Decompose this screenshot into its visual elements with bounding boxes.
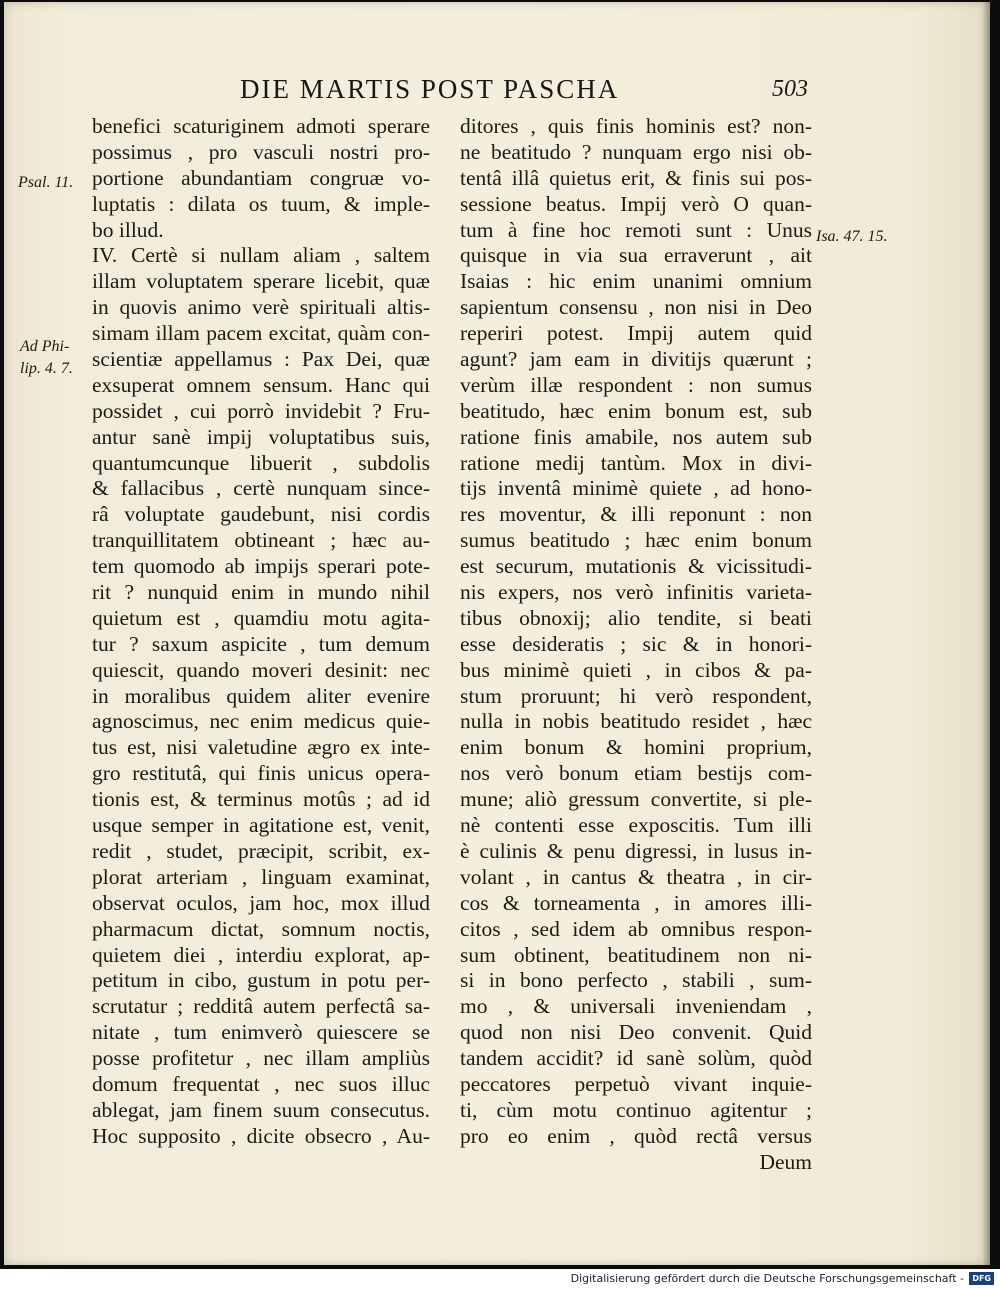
text-line: rit ? nunquid enim in mundo nihil [92, 580, 430, 605]
text-line: verùm illæ respondent : non sumus [460, 372, 812, 397]
text-line: quietum est , quamdiu motu agita- [92, 605, 430, 630]
margin-note-philippians-1: Ad Phi- [20, 338, 70, 355]
text-line: agnoscimus, nec enim medicus quie- [92, 709, 430, 734]
text-line: gro restitutâ, qui finis unicus opera- [92, 761, 430, 786]
text-line: agunt? jam eam in divitijs quærunt ; [460, 347, 812, 372]
running-header: DIE MARTIS POST PASCHA [240, 74, 620, 104]
text-line: IV. Certè si nullam aliam , saltem [92, 243, 430, 268]
text-line: luptatis : dilata os tuum, & imple- [92, 191, 430, 216]
page-edge-shadow [982, 2, 990, 1265]
text-line: nis expers, nos verò infinitis varieta- [460, 580, 812, 605]
text-line: ratione medij tantùm. Mox in divi- [460, 450, 812, 475]
text-line: ditores , quis finis hominis est? non- [460, 114, 812, 138]
text-line: tentâ illâ quietus erit, & finis sui pos- [460, 165, 812, 190]
text-line: posse profitetur , nec illam ampliùs [92, 1046, 430, 1071]
text-line: quod non nisi Deo convenit. Quid [460, 1020, 812, 1045]
text-line: ti, cùm motu continuo agitentur ; [460, 1097, 812, 1122]
text-line: illam voluptatem sperare licebit, quæ [92, 269, 430, 294]
margin-note-philippians-2: lip. 4. 7. [20, 360, 73, 377]
text-line: tandem accidit? id sanè solùm, quòd [460, 1046, 812, 1071]
text-line: in moralibus quidem aliter evenire [92, 683, 430, 708]
text-line: scientiæ appellamus : Pax Dei, quæ [92, 347, 430, 372]
text-column-left [92, 114, 430, 1150]
text-line: tibus obnoxij; alio tendite, si beati [460, 605, 812, 630]
text-line: portione abundantiam congruæ vo- [92, 165, 430, 190]
text-line: pharmacum dictat, somnum noctis, [92, 916, 430, 941]
text-line: nos verò bonum etiam bestijs com- [460, 761, 812, 786]
text-line: sessione beatus. Impij verò O quan- [460, 191, 812, 216]
text-line: res moventur, & illi reponunt : non [460, 502, 812, 527]
text-line: quietem diei , interdiu explorat, ap- [92, 942, 430, 967]
text-line: sapientum consensu , non nisi in Deo [460, 295, 812, 320]
text-line: mo , & universali inveniendam , [460, 994, 812, 1019]
text-line: sum obtinent, beatitudinem non ni- [460, 942, 812, 967]
text-line: & fallacibus , certè nunquam since- [92, 476, 430, 501]
text-line: simam illam pacem excitat, quàm con- [92, 321, 430, 346]
text-line: volant , in cantus & theatra , in cir- [460, 864, 812, 889]
text-line: possimus , pro vasculi nostri pro- [92, 139, 430, 164]
text-line: tijs inventâ minimè quiete , ad hono- [460, 476, 812, 501]
digitization-footer [0, 1269, 1000, 1289]
text-line: tum à fine hoc remoti sunt : Unus [460, 217, 812, 242]
dfg-logo: DFG [969, 1272, 994, 1285]
text-line: citos , sed idem ab omnibus respon- [460, 916, 812, 941]
text-line: quiescit, quando moveri desinit: nec [92, 657, 430, 682]
text-line: pro eo enim , quòd rectâ versus [460, 1123, 812, 1148]
text-line: reperiri potest. Impij autem quid [460, 321, 812, 346]
text-line: quisque in via sua erraverunt , ait [460, 243, 812, 268]
text-line: stum proruunt; hi verò respondent, [460, 683, 812, 708]
text-line: râ voluptate gaudebunt, nisi cordis [92, 502, 430, 527]
text-line: plorat arteriam , linguam examinat, [92, 864, 430, 889]
margin-note-psalm: Psal. 11. [18, 174, 74, 191]
text-line: tur ? saxum aspicite , tum demum [92, 631, 430, 656]
text-line: benefici scaturiginem admoti sperare [92, 114, 430, 138]
text-line: exsuperat omnem sensum. Hanc qui [92, 372, 430, 397]
text-line: usque semper in agitatione est, venit, [92, 813, 430, 838]
text-line: petitum in cibo, gustum in potu per- [92, 968, 430, 993]
text-line: tem quomodo ab impijs sperari pote- [92, 554, 430, 579]
text-line: Deum [759, 1149, 812, 1174]
funding-notice: Digitalisierung gefördert durch die Deutsche Forschungsgemeinschaft - [570, 1272, 964, 1285]
text-line: tus est, nisi valetudine ægro ex inte- [92, 735, 430, 760]
text-line: tranquillitatem obtineant ; hæc au- [92, 528, 430, 553]
text-line: si in bono perfecto , stabili , sum- [460, 968, 812, 993]
text-line: Isaias : hic enim unanimi omnium [460, 269, 812, 294]
text-line: nitate , tum enimverò quiescere se [92, 1020, 430, 1045]
text-line: sumus beatitudo ; hæc enim bonum [460, 528, 812, 553]
text-line: enim bonum & homini proprium, [460, 735, 812, 760]
text-line: scrutatur ; redditâ autem perfectâ sa- [92, 994, 430, 1019]
text-line: Hoc supposito , dicite obsecro , Au- [92, 1123, 430, 1148]
text-line: nulla in nobis beatitudo residet , hæc [460, 709, 812, 734]
text-line: observat oculos, jam hoc, mox illud [92, 890, 430, 915]
text-line: ratione finis amabile, nos autem sub [460, 424, 812, 449]
text-line: redit , studet, præcipit, scribit, ex- [92, 838, 430, 863]
text-line: antur sanè impij voluptatibus suis, [92, 424, 430, 449]
text-line: quantumcunque libuerit , subdolis [92, 450, 430, 475]
text-column-right [460, 114, 812, 1176]
text-line: esse desideratis ; sic & in honori- [460, 631, 812, 656]
text-line: domum frequentat , nec suos illuc [92, 1071, 430, 1096]
text-line: tionis est, & terminus motûs ; ad id [92, 787, 430, 812]
text-line: possidet , cui porrò invidebit ? Fru- [92, 398, 430, 423]
margin-note-isaiah: Isa. 47. 15. [816, 228, 888, 245]
text-line: beatitudo, hæc enim bonum est, sub [460, 398, 812, 423]
text-line: è culinis & penu digressi, in lusus in- [460, 838, 812, 863]
text-line: mune; aliò gressum convertite, si ple- [460, 787, 812, 812]
text-line: ne beatitudo ? nunquam ergo nisi ob- [460, 139, 812, 164]
text-line: in quovis animo verè spirituali altis- [92, 295, 430, 320]
text-line: peccatores perpetuò vivant inquie- [460, 1071, 812, 1096]
text-line: nè contenti esse exposcitis. Tum illi [460, 813, 812, 838]
text-line: est securum, mutationis & vicissitudi- [460, 554, 812, 579]
text-line: bus minimè quieti , in cibos & pa- [460, 657, 812, 682]
text-line: ablegat, jam finem suum consecutus. [92, 1097, 430, 1122]
page-number: 503 [772, 76, 808, 102]
text-line: cos & torneamenta , in amores illi- [460, 890, 812, 915]
text-line: bo illud. [92, 217, 164, 242]
